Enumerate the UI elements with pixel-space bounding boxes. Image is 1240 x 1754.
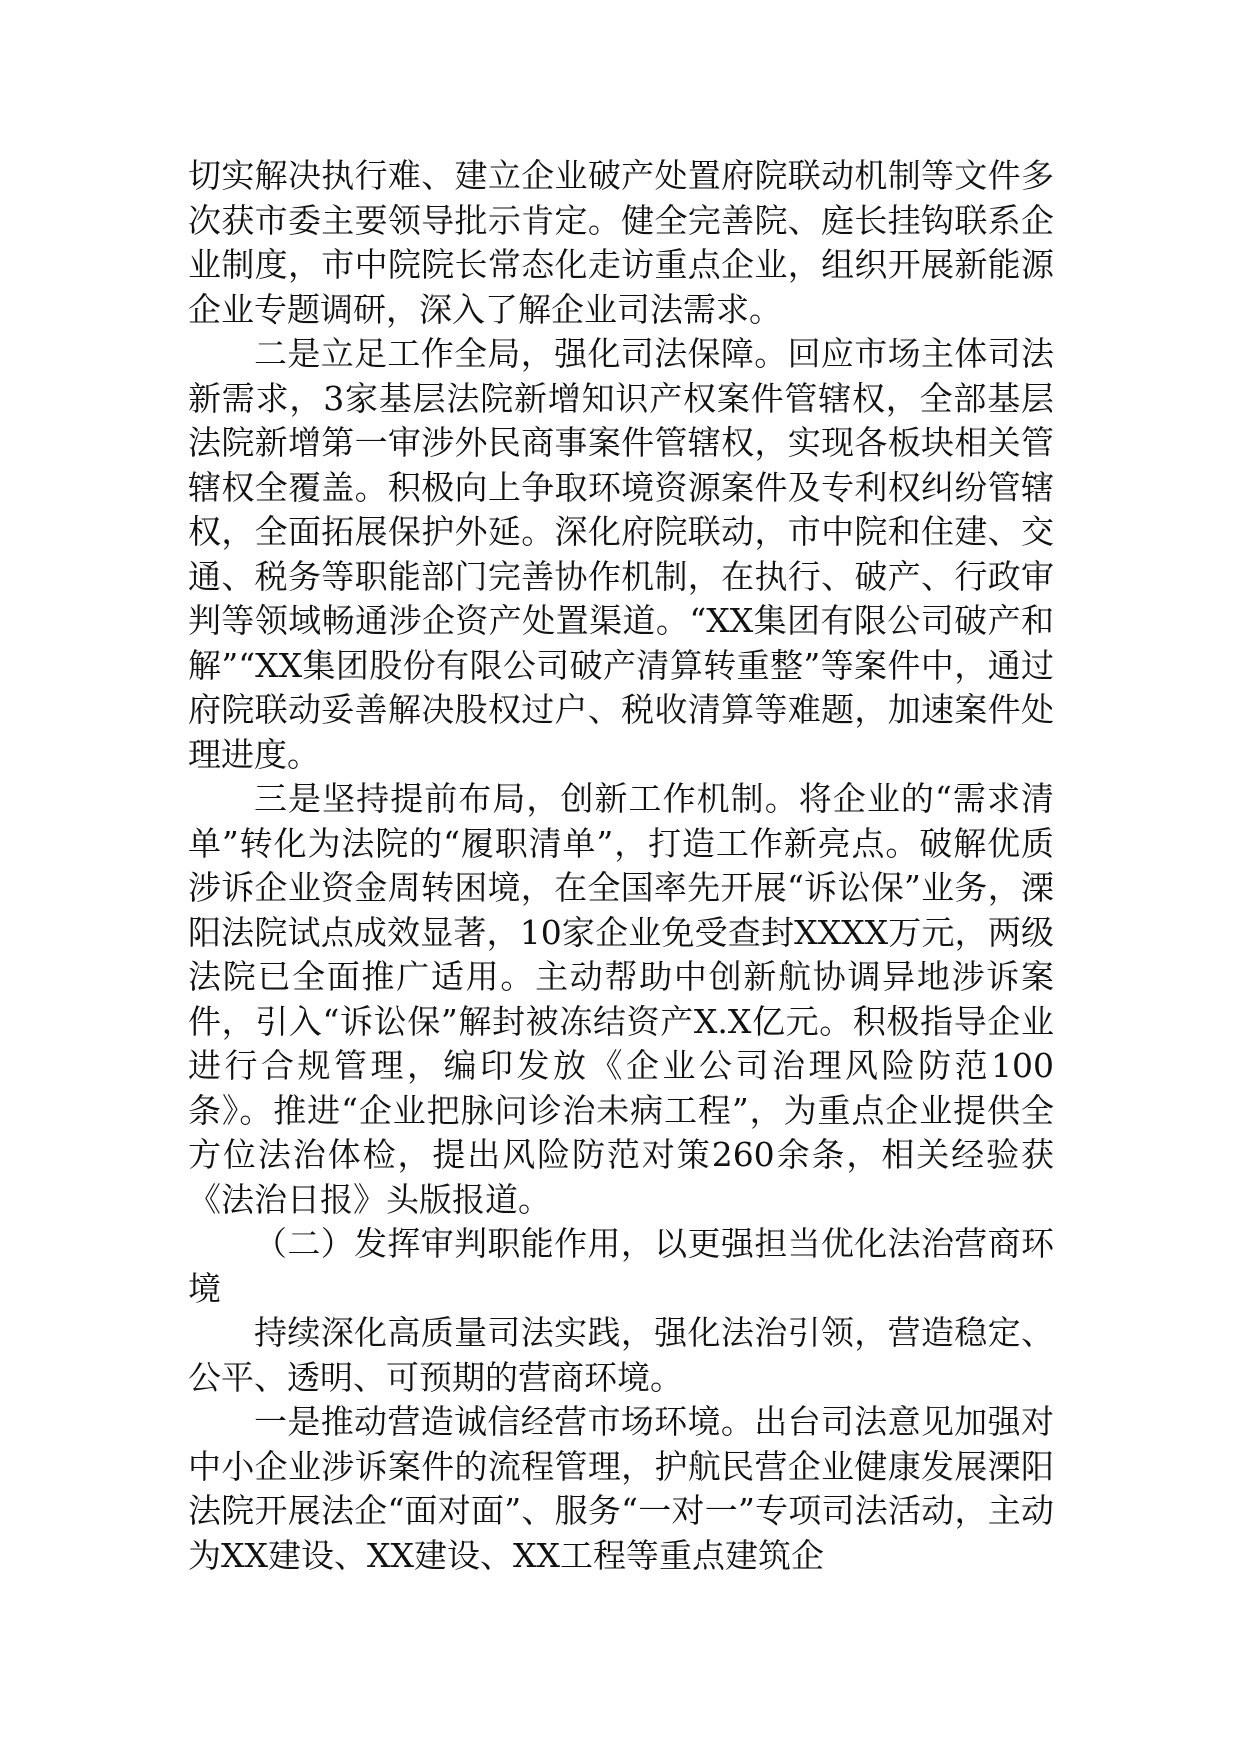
paragraph-integrity-environment: 一是推动营造诚信经营市场环境。出台司法意见加强对中小企业涉诉案件的流程管理，护航民营企业健康发展溧阳法院开展法企“面对面”、服务“一对一”专项司法活动，主动为XX建设、XX建设、XX工程等重点建筑企 [188, 1402, 1054, 1575]
paragraph-judicial-guarantee: 二是立足工作全局，强化司法保障。回应市场主体司法新需求，3家基层法院新增知识产权案件管辖权，全部基层法院新增第一审涉外民商事案件管辖权，实现各板块相关管辖权全覆盖。积极向上争取环境资源案件及专利权纠纷管辖权，全面拓展保护外延。深化府院联动，市中院和住建、交通、税务等职能部门完善协作机制，在执行、破产、行政审判等领域畅通涉企资产处置渠道。“XX集团有限公司破产和解”“XX集团股份有限公司破产清算转重整”等案件中，通过府院联动妥善解决股权过户、税收清算等难题，加速案件处理进度。 [188, 334, 1054, 774]
paragraph-work-mechanism: 三是坚持提前布局，创新工作机制。将企业的“需求清单”转化为法院的“履职清单”，打造工作新亮点。破解优质涉诉企业资金周转困境，在全国率先开展“诉讼保”业务，溧阳法院试点成效显著，10家企业免受查封XXXX万元，两级法院已全面推广适用。主动帮助中创新航协调异地涉诉案件，引入“诉讼保”解封被冻结资产X.X亿元。积极指导企业进行合规管理，编印发放《企业公司治理风险防范100条》。推进“企业把脉问诊治未病工程”，为重点企业提供全方位法治体检，提出风险防范对策260余条，相关经验获《法治日报》头版报道。 [188, 779, 1054, 1219]
paragraph-section-intro: 持续深化高质量司法实践，强化法治引领，营造稳定、公平、透明、可预期的营商环境。 [188, 1313, 1054, 1397]
paragraph-continuation: 切实解决执行难、建立企业破产处置府院联动机制等文件多次获市委主要领导批示肯定。健全完善院、庭长挂钩联系企业制度，市中院院长常态化走访重点企业，组织开展新能源企业专题调研，深入了解企业司法需求。 [188, 156, 1054, 329]
section-heading-2: （二）发挥审判职能作用，以更强担当优化法治营商环境 [188, 1224, 1054, 1308]
document-body [188, 154, 1054, 1578]
